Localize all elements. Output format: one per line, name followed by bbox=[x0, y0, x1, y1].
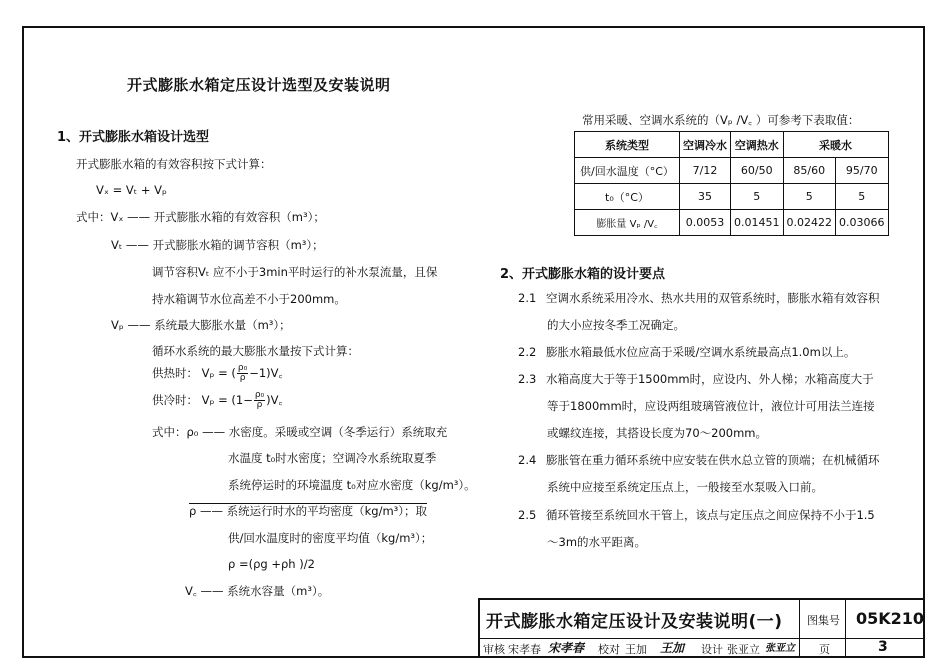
item-2-3 bbox=[518, 371, 874, 387]
vp-definition: Vₚ —— 系统最大膨胀水量（m³）； bbox=[111, 318, 291, 332]
rho0-definition: 式中：ρ₀ —— 水密度。采暖或空调（冬季运行）系统取充 bbox=[152, 425, 448, 439]
designer-signature: 张亚立 bbox=[765, 643, 795, 654]
heating-frac-den: ρ bbox=[239, 373, 246, 383]
item-line: ～3m的水平距离。 bbox=[547, 535, 647, 549]
heating-label: 供热时： bbox=[152, 366, 198, 380]
design-label: 设计 bbox=[701, 643, 723, 656]
table-header-cell: 采暖水 bbox=[783, 132, 888, 158]
title-block-title: 开式膨胀水箱定压设计及安装说明(一) bbox=[486, 612, 783, 632]
table-cell: 0.02422 bbox=[783, 210, 836, 236]
checker-signature: 王加 bbox=[660, 641, 685, 655]
item-line: 膨胀水箱最低水位应高于采暖/空调水系统最高点1.0m以上。 bbox=[545, 345, 856, 359]
formula-main: Vₓ = Vₜ + Vₚ bbox=[96, 183, 167, 197]
vx-definition: 式中：Vₓ —— 开式膨胀水箱的有效容积（m³）； bbox=[76, 210, 325, 224]
cooling-label: 供冷时： bbox=[152, 393, 198, 407]
table-caption: 常用采暖、空调水系统的（Vₚ /V꜀ ）可参考下表取值： bbox=[582, 113, 860, 127]
designer-name: 张亚立 bbox=[727, 643, 760, 656]
table-cell: 85/60 bbox=[783, 158, 836, 184]
item-number: 2.4 bbox=[518, 453, 537, 467]
cooling-frac-den: ρ bbox=[256, 400, 263, 410]
rho0-note-1: 水温度 t₀时水密度；空调冷水系统取夏季 bbox=[228, 451, 437, 465]
heating-fraction bbox=[237, 364, 248, 383]
table-row bbox=[575, 210, 889, 236]
item-number: 2.1 bbox=[518, 291, 537, 305]
vc-definition: V꜀ —— 系统水容量（m³）。 bbox=[185, 584, 330, 598]
rhobar-definition: ρ —— 系统运行时水的平均密度（kg/m³）；取 bbox=[189, 504, 428, 518]
vt-note-2: 持水箱调节水位高差不小于200mm。 bbox=[152, 292, 346, 306]
table-cell: 5 bbox=[836, 184, 889, 210]
title-block-top-row bbox=[480, 600, 925, 639]
section1-heading: 1、开式膨胀水箱设计选型 bbox=[57, 130, 210, 145]
item-line: 循环管接至系统回水干管上，该点与定压点之间应保持不小于1.5 bbox=[545, 508, 875, 522]
table-cell: 60/50 bbox=[731, 158, 784, 184]
section2-heading: 2、开式膨胀水箱的设计要点 bbox=[500, 267, 666, 282]
table-cell: 7/12 bbox=[680, 158, 731, 184]
table-cell: 5 bbox=[783, 184, 836, 210]
table-cell: 0.03066 bbox=[836, 210, 889, 236]
table-cell: 95/70 bbox=[836, 158, 889, 184]
reviewer-signature: 宋孝春 bbox=[548, 641, 585, 655]
table-header-cell: 系统类型 bbox=[575, 132, 680, 158]
item-line: 等于1800mm时，应设两组玻璃管液位计，液位计可用法兰连接 bbox=[547, 399, 875, 413]
heating-formula-left: Vₚ = ( bbox=[201, 366, 236, 380]
heating-formula bbox=[152, 364, 283, 383]
item-line: 膨胀管在重力循环系统中应安装在供水总立管的顶端；在机械循环 bbox=[545, 453, 880, 467]
item-2-4 bbox=[518, 452, 879, 468]
cooling-formula-left: Vₚ = (1− bbox=[201, 393, 253, 407]
table-row bbox=[575, 184, 889, 210]
title-block-sign-row bbox=[480, 638, 925, 658]
title-block bbox=[478, 598, 925, 658]
vp-intro: 循环水系统的最大膨胀水量按下式计算： bbox=[152, 344, 359, 358]
rho0-note-2: 系统停运时的环境温度 t₀对应水密度（kg/m³）。 bbox=[228, 478, 476, 492]
item-2-1 bbox=[518, 290, 879, 306]
page-number: 3 bbox=[878, 639, 888, 655]
table-cell: 膨胀量 Vₚ /V꜀ bbox=[575, 210, 680, 236]
table-cell: 0.01451 bbox=[731, 210, 784, 236]
rhobar-formula: ρ =(ρg +ρh )/2 bbox=[228, 557, 315, 571]
heating-frac-num: ρ₀ bbox=[237, 363, 248, 373]
table-cell: 0.0053 bbox=[680, 210, 731, 236]
review-label: 审核 bbox=[483, 643, 505, 656]
table-cell: t₀（°C） bbox=[575, 184, 680, 210]
cooling-formula bbox=[152, 391, 283, 410]
table-cell: 35 bbox=[680, 184, 731, 210]
cooling-fraction bbox=[254, 391, 265, 410]
reviewer-name: 宋孝春 bbox=[508, 643, 541, 656]
cooling-formula-right: )V꜀ bbox=[266, 393, 283, 407]
item-2-2 bbox=[518, 344, 855, 360]
table-header-cell: 空调热水 bbox=[731, 132, 784, 158]
heating-formula-right: −1)V꜀ bbox=[249, 366, 283, 380]
table-cell: 5 bbox=[731, 184, 784, 210]
checker-name: 王加 bbox=[625, 643, 647, 656]
page-label: 页 bbox=[819, 643, 830, 656]
section1-intro: 开式膨胀水箱的有效容积按下式计算： bbox=[76, 157, 272, 171]
table-header-cell: 空调冷水 bbox=[680, 132, 731, 158]
item-line: 空调水系统采用冷水、热水共用的双管系统时，膨胀水箱有效容积 bbox=[545, 291, 880, 305]
check-label: 校对 bbox=[598, 643, 620, 656]
item-number: 2.3 bbox=[518, 372, 537, 386]
item-2-5 bbox=[518, 507, 875, 523]
cooling-frac-num: ρ₀ bbox=[254, 390, 265, 400]
atlas-number: 05K210 bbox=[856, 609, 925, 628]
table-row bbox=[575, 158, 889, 184]
vt-note-1: 调节容积Vₜ 应不小于3min平时运行的补水泵流量，且保 bbox=[152, 265, 438, 279]
item-line: 的大小应按冬季工况确定。 bbox=[547, 318, 685, 332]
item-number: 2.5 bbox=[518, 508, 537, 522]
table-header-row bbox=[575, 132, 889, 158]
table-cell: 供/回水温度（°C） bbox=[575, 158, 680, 184]
rhobar-note: 供/回水温度时的密度平均值（kg/m³）； bbox=[228, 531, 433, 545]
page-title: 开式膨胀水箱定压设计选型及安装说明 bbox=[127, 76, 391, 94]
atlas-label: 图集号 bbox=[807, 614, 840, 627]
item-line: 系统中应接至系统定压点上，一般接至水泵吸入口前。 bbox=[547, 480, 823, 494]
item-number: 2.2 bbox=[518, 345, 537, 359]
vt-definition: Vₜ —— 开式膨胀水箱的调节容积（m³）； bbox=[111, 238, 324, 252]
item-line: 或螺纹连接，其搭设长度为70～200mm。 bbox=[547, 426, 767, 440]
reference-table bbox=[574, 131, 889, 236]
item-line: 水箱高度大于等于1500mm时，应设内、外人梯；水箱高度大于 bbox=[545, 372, 874, 386]
